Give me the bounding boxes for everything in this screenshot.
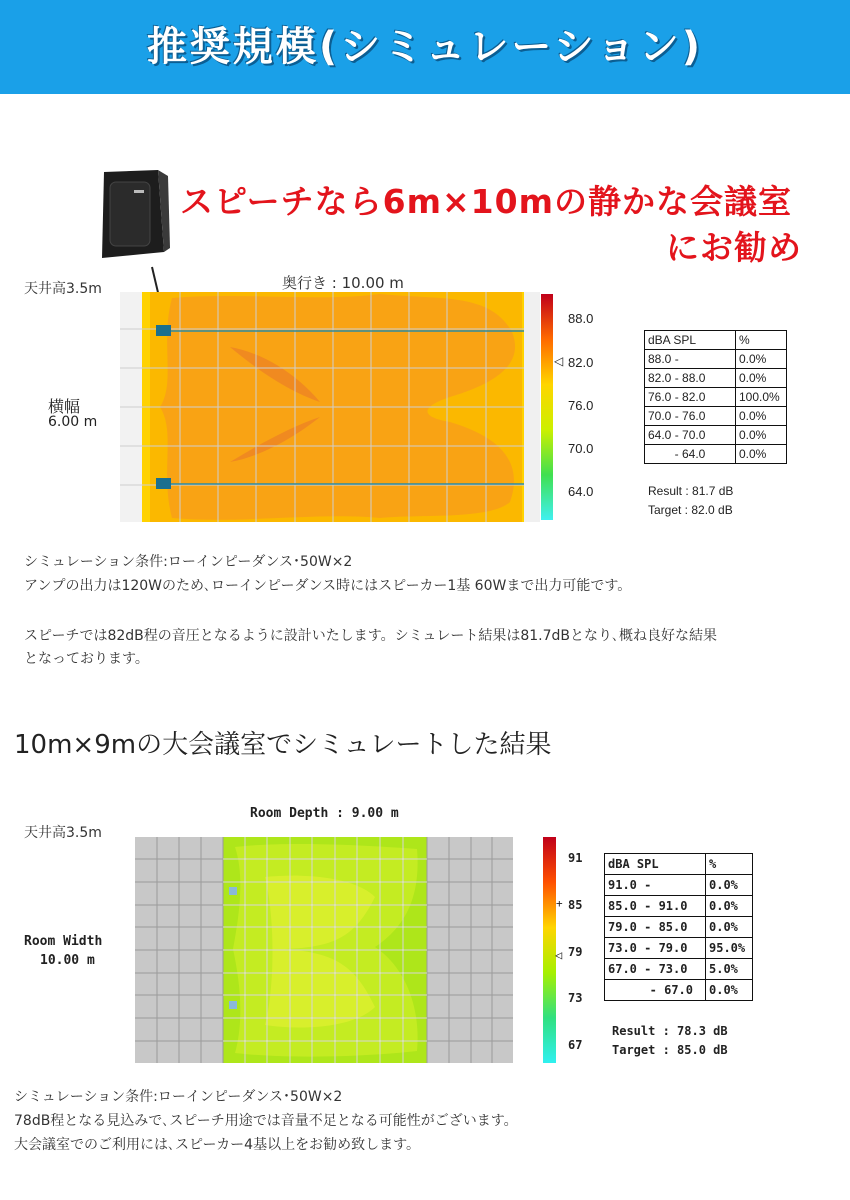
page-title: 推奨規模(シミュレーション) [146, 24, 704, 70]
table-cell: 0.0% [706, 980, 753, 1001]
ceiling-height-label: 天井高3.5m [24, 281, 102, 297]
scale-tick: 82.0 [568, 355, 594, 370]
table-row [645, 445, 787, 464]
table-cell: 79.0 - 85.0 [605, 917, 706, 938]
color-scale-1 [541, 294, 553, 520]
recommendation-note: 大会議室でのご利用には､スピーカー4基以上をお勧め致します。 [14, 1137, 420, 1153]
scale-tick: 73 [568, 991, 583, 1005]
table-cell: 0.0% [706, 896, 753, 917]
table-cell: 67.0 - 73.0 [605, 959, 706, 980]
room-width-label: 横幅 [48, 397, 81, 416]
table-row [605, 959, 753, 980]
table-cell: 70.0 - 76.0 [645, 407, 736, 426]
scale-tick: 67 [568, 1038, 583, 1052]
headline-1: スピーチなら6m×10mの静かな会議室 [180, 182, 792, 221]
room-depth-label: Room Depth : 9.00 m [250, 806, 399, 821]
table-cell: 0.0% [706, 917, 753, 938]
table-row [605, 875, 753, 896]
condition-note: シミュレーション条件:ローインピーダンス･50W×2 [24, 554, 353, 570]
target-value: Target : 85.0 dB [612, 1043, 728, 1057]
spl-table-2 [604, 853, 753, 1001]
table-header-row [605, 854, 753, 875]
table-row [645, 369, 787, 388]
table-cell: 91.0 - [605, 875, 706, 896]
scale-tick: 85 [568, 898, 583, 912]
volume-note: 78dB程となる見込みで､スピーチ用途では音量不足となる可能性がございます。 [14, 1113, 518, 1129]
table-cell: 64.0 - 70.0 [645, 426, 736, 445]
scale-tick: 79 [568, 945, 583, 959]
speaker-marker-1 [156, 325, 171, 336]
table-cell: 100.0% [736, 388, 787, 407]
table-cell: 0.0% [736, 426, 787, 445]
spl-heatmap-1 [120, 292, 540, 522]
table-cell: 0.0% [736, 445, 787, 464]
scale-tick: 91 [568, 851, 583, 865]
table-row [605, 896, 753, 917]
table-cell: - 67.0 [605, 980, 706, 1001]
speaker-marker-2 [156, 478, 171, 489]
table-cell: 82.0 - 88.0 [645, 369, 736, 388]
amp-note: アンプの出力は120Wのため､ローインピーダンス時にはスピーカー1基 60Wまで出力可能です。 [24, 578, 632, 594]
room-width-value: 6.00 m [48, 414, 98, 430]
result-note: スピーチでは82dB程の音圧となるように設計いたします。シミュレート結果は81.7dBとなり､概ね良好な結果 [24, 628, 718, 644]
table-row [605, 938, 753, 959]
table-header: dBA SPL [645, 331, 736, 350]
table-header-row [645, 331, 787, 350]
table-row [605, 917, 753, 938]
spl-heatmap-2 [135, 837, 513, 1063]
table-cell: 85.0 - 91.0 [605, 896, 706, 917]
speaker-image [98, 168, 170, 260]
result-note-cont: となっております。 [24, 651, 149, 667]
scale-tick: 76.0 [568, 398, 594, 413]
table-row [605, 980, 753, 1001]
speaker-marker-1 [229, 887, 237, 895]
scale-tick: 70.0 [568, 441, 594, 456]
scale-pointer-1: ◁ [554, 354, 564, 368]
table-row [645, 426, 787, 445]
target-value: Target : 82.0 dB [648, 503, 733, 517]
table-header: % [706, 854, 753, 875]
table-row [645, 407, 787, 426]
table-cell: 5.0% [706, 959, 753, 980]
table-cell: 73.0 - 79.0 [605, 938, 706, 959]
table-cell: - 64.0 [645, 445, 736, 464]
room-depth-label: 奥行き : 10.00 m [282, 274, 404, 292]
result-value: Result : 81.7 dB [648, 484, 734, 498]
scale-tick: 64.0 [568, 484, 594, 499]
table-cell: 95.0% [706, 938, 753, 959]
spl-table-1 [644, 330, 787, 464]
table-cell: 0.0% [736, 350, 787, 369]
room-width-label: Room Width [24, 934, 103, 949]
table-row [645, 350, 787, 369]
table-row [645, 388, 787, 407]
room-width-value: 10.00 m [40, 953, 95, 968]
scale-tick: 88.0 [568, 311, 594, 326]
ceiling-height-label: 天井高3.5m [24, 825, 102, 841]
table-cell: 0.0% [706, 875, 753, 896]
table-cell: 88.0 - [645, 350, 736, 369]
scale-pointer-2: ◁ [555, 948, 563, 962]
headline-2: にお勧め [666, 228, 802, 267]
section-heading: 10m×9mの大会議室でシミュレートした結果 [14, 730, 552, 760]
speaker-marker-2 [229, 1001, 237, 1009]
table-cell: 76.0 - 82.0 [645, 388, 736, 407]
result-value: Result : 78.3 dB [612, 1024, 728, 1038]
table-cell: 0.0% [736, 369, 787, 388]
table-header: % [736, 331, 787, 350]
condition-note: シミュレーション条件:ローインピーダンス･50W×2 [14, 1089, 343, 1105]
table-cell: 0.0% [736, 407, 787, 426]
scale-target-marker: + [556, 897, 563, 910]
table-header: dBA SPL [605, 854, 706, 875]
